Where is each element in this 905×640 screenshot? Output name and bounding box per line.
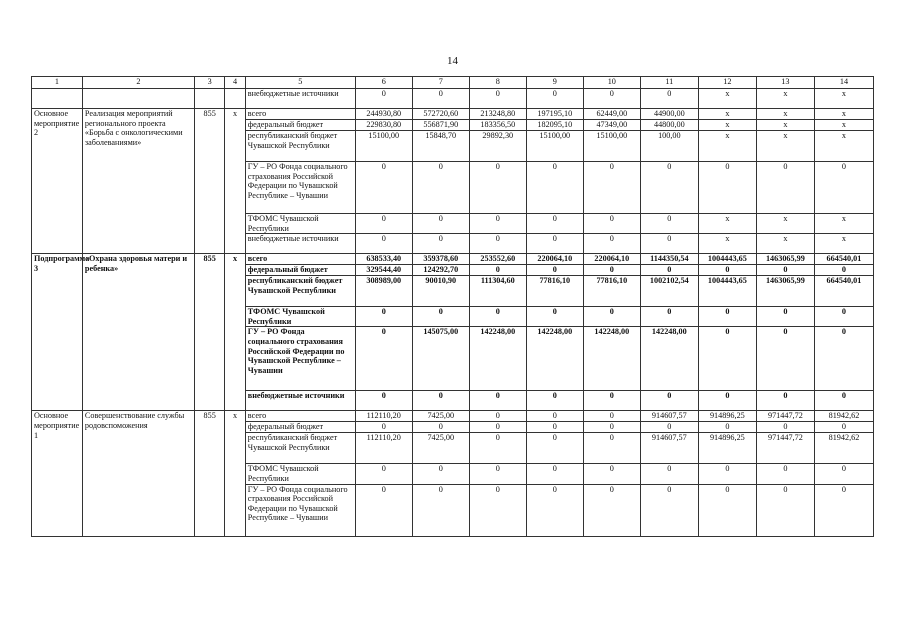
value-cell: 1004443,65	[698, 276, 756, 307]
value-cell: 0	[355, 464, 412, 484]
value-cell: 62449,00	[583, 109, 640, 120]
value-cell: 0	[412, 422, 469, 433]
funding-source-cell: республиканский бюджет Чувашской Республики	[245, 276, 355, 307]
value-cell: 29892,30	[469, 131, 526, 162]
value-cell: 0	[355, 307, 412, 327]
code-cell: 855	[194, 109, 225, 254]
value-cell: 0	[583, 234, 640, 254]
value-cell: x	[698, 234, 756, 254]
header-cell: 4	[225, 77, 245, 89]
value-cell: 0	[756, 391, 814, 411]
value-cell: 0	[814, 162, 873, 214]
value-cell: x	[756, 131, 814, 162]
value-cell: 124292,70	[412, 265, 469, 276]
value-cell: 0	[355, 89, 412, 109]
value-cell: 0	[640, 464, 698, 484]
funding-source-cell: федеральный бюджет	[245, 265, 355, 276]
value-cell: 0	[469, 464, 526, 484]
value-cell: 111304,60	[469, 276, 526, 307]
value-cell: 664540,01	[814, 276, 873, 307]
value-cell: 142248,00	[526, 327, 583, 391]
value-cell: 15100,00	[355, 131, 412, 162]
value-cell: 0	[756, 327, 814, 391]
value-cell: 0	[583, 433, 640, 464]
page-number: 14	[447, 55, 458, 67]
value-cell: 0	[526, 484, 583, 536]
value-cell: 0	[526, 265, 583, 276]
value-cell: 556871,90	[412, 120, 469, 131]
value-cell: 0	[526, 234, 583, 254]
value-cell: 914607,57	[640, 411, 698, 422]
item-type-cell: Основное мероприятие 2	[32, 109, 83, 254]
header-cell: 2	[82, 77, 194, 89]
header-cell: 5	[245, 77, 355, 89]
value-cell: x	[814, 120, 873, 131]
value-cell: 0	[412, 464, 469, 484]
code-cell: 855	[194, 411, 225, 536]
value-cell: 0	[469, 484, 526, 536]
value-cell: 971447,72	[756, 433, 814, 464]
value-cell: 0	[469, 265, 526, 276]
value-cell: 914896,25	[698, 411, 756, 422]
value-cell: 0	[469, 433, 526, 464]
value-cell: 914896,25	[698, 433, 756, 464]
value-cell: 0	[756, 265, 814, 276]
value-cell: 0	[814, 391, 873, 411]
value-cell: 15848,70	[412, 131, 469, 162]
value-cell: 0	[526, 307, 583, 327]
funding-source-cell: республиканский бюджет Чувашской Республики	[245, 433, 355, 464]
value-cell: x	[814, 109, 873, 120]
value-cell: 0	[814, 422, 873, 433]
value-cell: 638533,40	[355, 254, 412, 265]
value-cell: 0	[526, 422, 583, 433]
table-header-row	[32, 77, 874, 89]
header-cell: 3	[194, 77, 225, 89]
funding-source-cell: ТФОМС Чувашской Республики	[245, 214, 355, 234]
value-cell: 0	[814, 327, 873, 391]
value-cell: 0	[698, 422, 756, 433]
value-cell: 0	[355, 327, 412, 391]
value-cell: 0	[526, 464, 583, 484]
header-cell: 6	[355, 77, 412, 89]
value-cell: 44800,00	[640, 120, 698, 131]
value-cell: 0	[640, 265, 698, 276]
value-cell: 0	[412, 391, 469, 411]
value-cell: 220064,10	[583, 254, 640, 265]
value-cell: 183356,50	[469, 120, 526, 131]
value-cell: 0	[698, 162, 756, 214]
value-cell: 0	[640, 162, 698, 214]
value-cell: 0	[412, 307, 469, 327]
funding-source-cell: ГУ – РО Фонда социального страхования Российской Федерации по Чувашской Республике – Чувашии	[245, 327, 355, 391]
value-cell: x	[814, 131, 873, 162]
value-cell: 213248,80	[469, 109, 526, 120]
value-cell: 0	[640, 422, 698, 433]
value-cell: 0	[526, 411, 583, 422]
value-cell: 90010,90	[412, 276, 469, 307]
item-name-cell	[82, 89, 194, 109]
funding-source-cell: республиканский бюджет Чувашской Республики	[245, 131, 355, 162]
value-cell: 0	[583, 391, 640, 411]
value-cell: 142248,00	[583, 327, 640, 391]
code-cell	[194, 89, 225, 109]
value-cell: 0	[355, 234, 412, 254]
value-cell: 0	[355, 422, 412, 433]
funding-source-cell: ТФОМС Чувашской Республики	[245, 307, 355, 327]
value-cell: 1004443,65	[698, 254, 756, 265]
value-cell: 81942,62	[814, 411, 873, 422]
value-cell: 0	[640, 214, 698, 234]
value-cell: x	[698, 131, 756, 162]
value-cell: 359378,60	[412, 254, 469, 265]
value-cell: 0	[814, 484, 873, 536]
value-cell: 0	[526, 89, 583, 109]
funding-source-cell: внебюджетные источники	[245, 89, 355, 109]
value-cell: 0	[355, 162, 412, 214]
value-cell: 0	[469, 307, 526, 327]
value-cell: 0	[526, 433, 583, 464]
value-cell: 47349,00	[583, 120, 640, 131]
funding-source-cell: федеральный бюджет	[245, 120, 355, 131]
value-cell: 0	[640, 484, 698, 536]
value-cell: 0	[469, 89, 526, 109]
item-name-cell: Совершенствование службы родовспоможения	[82, 411, 194, 536]
value-cell: 7425,00	[412, 433, 469, 464]
value-cell: x	[814, 214, 873, 234]
value-cell: 0	[583, 307, 640, 327]
item-name-cell: «Охрана здоровья матери и ребенка»	[82, 254, 194, 411]
value-cell: x	[756, 109, 814, 120]
table-row	[32, 109, 874, 120]
value-cell: 15100,00	[583, 131, 640, 162]
funding-source-cell: внебюджетные источники	[245, 391, 355, 411]
value-cell: 0	[756, 307, 814, 327]
mark-cell: x	[225, 411, 245, 536]
value-cell: 0	[355, 484, 412, 536]
value-cell: 0	[756, 162, 814, 214]
item-type-cell: Подпрограмма 3	[32, 254, 83, 411]
value-cell: 0	[814, 265, 873, 276]
value-cell: 329544,40	[355, 265, 412, 276]
table-row	[32, 254, 874, 265]
value-cell: 0	[412, 484, 469, 536]
value-cell: x	[756, 214, 814, 234]
table-row	[32, 89, 874, 109]
funding-source-cell: ГУ – РО Фонда социального страхования Российской Федерации по Чувашской Республике – Чувашии	[245, 162, 355, 214]
value-cell: 1144350,54	[640, 254, 698, 265]
value-cell: 0	[756, 484, 814, 536]
value-cell: 7425,00	[412, 411, 469, 422]
value-cell: 308989,00	[355, 276, 412, 307]
value-cell: 142248,00	[469, 327, 526, 391]
value-cell: 15100,00	[526, 131, 583, 162]
value-cell: 0	[469, 411, 526, 422]
value-cell: x	[698, 214, 756, 234]
value-cell: x	[756, 120, 814, 131]
value-cell: 0	[640, 89, 698, 109]
value-cell: 0	[640, 234, 698, 254]
funding-source-cell: внебюджетные источники	[245, 234, 355, 254]
value-cell: 0	[756, 422, 814, 433]
value-cell: x	[814, 234, 873, 254]
header-cell: 7	[412, 77, 469, 89]
item-type-cell: Основное мероприятие 1	[32, 411, 83, 536]
value-cell: 0	[698, 327, 756, 391]
value-cell: 81942,62	[814, 433, 873, 464]
value-cell: 0	[412, 162, 469, 214]
value-cell: 572720,60	[412, 109, 469, 120]
value-cell: 145075,00	[412, 327, 469, 391]
value-cell: 77816,10	[526, 276, 583, 307]
value-cell: 0	[526, 391, 583, 411]
value-cell: 197195,10	[526, 109, 583, 120]
value-cell: 100,00	[640, 131, 698, 162]
value-cell: 0	[640, 307, 698, 327]
value-cell: 0	[814, 307, 873, 327]
header-cell: 14	[814, 77, 873, 89]
value-cell: 0	[698, 265, 756, 276]
mark-cell: x	[225, 254, 245, 411]
header-cell: 11	[640, 77, 698, 89]
value-cell: 0	[412, 234, 469, 254]
value-cell: 0	[583, 265, 640, 276]
value-cell: 1463065,99	[756, 276, 814, 307]
value-cell: x	[814, 89, 873, 109]
item-name-cell: Реализация мероприятий регионального проекта «Борьба с онкологическими заболеваниями»	[82, 109, 194, 254]
value-cell: 914607,57	[640, 433, 698, 464]
value-cell: 0	[526, 162, 583, 214]
value-cell: 0	[698, 484, 756, 536]
mark-cell: x	[225, 109, 245, 254]
value-cell: 0	[583, 162, 640, 214]
budget-table	[31, 76, 874, 537]
header-cell: 9	[526, 77, 583, 89]
value-cell: 0	[526, 214, 583, 234]
value-cell: 142248,00	[640, 327, 698, 391]
value-cell: x	[698, 89, 756, 109]
value-cell: 1002102,54	[640, 276, 698, 307]
funding-source-cell: всего	[245, 411, 355, 422]
funding-source-cell: всего	[245, 109, 355, 120]
value-cell: x	[756, 234, 814, 254]
value-cell: 0	[583, 484, 640, 536]
funding-source-cell: ГУ – РО Фонда социального страхования Российской Федерации по Чувашской Республике – Чувашии	[245, 484, 355, 536]
value-cell: 971447,72	[756, 411, 814, 422]
value-cell: 0	[583, 464, 640, 484]
value-cell: 664540,01	[814, 254, 873, 265]
value-cell: 0	[583, 89, 640, 109]
value-cell: 0	[412, 214, 469, 234]
funding-source-cell: всего	[245, 254, 355, 265]
value-cell: 112110,20	[355, 433, 412, 464]
header-cell: 12	[698, 77, 756, 89]
value-cell: 0	[698, 307, 756, 327]
value-cell: 0	[469, 422, 526, 433]
value-cell: 0	[814, 464, 873, 484]
value-cell: x	[756, 89, 814, 109]
mark-cell	[225, 89, 245, 109]
value-cell: 0	[583, 422, 640, 433]
value-cell: 229830,80	[355, 120, 412, 131]
header-cell: 1	[32, 77, 83, 89]
value-cell: 0	[469, 234, 526, 254]
value-cell: 0	[698, 391, 756, 411]
value-cell: 0	[756, 464, 814, 484]
header-cell: 10	[583, 77, 640, 89]
value-cell: 0	[469, 162, 526, 214]
value-cell: 44900,00	[640, 109, 698, 120]
value-cell: 77816,10	[583, 276, 640, 307]
code-cell: 855	[194, 254, 225, 411]
item-type-cell	[32, 89, 83, 109]
value-cell: 253552,60	[469, 254, 526, 265]
value-cell: 0	[469, 214, 526, 234]
value-cell: 182095,10	[526, 120, 583, 131]
funding-source-cell: федеральный бюджет	[245, 422, 355, 433]
value-cell: 0	[355, 391, 412, 411]
value-cell: 220064,10	[526, 254, 583, 265]
value-cell: x	[698, 109, 756, 120]
value-cell: 0	[355, 214, 412, 234]
value-cell: 0	[469, 391, 526, 411]
value-cell: 0	[583, 214, 640, 234]
value-cell: 244930,80	[355, 109, 412, 120]
value-cell: x	[698, 120, 756, 131]
value-cell: 1463065,99	[756, 254, 814, 265]
value-cell: 112110,20	[355, 411, 412, 422]
value-cell: 0	[583, 411, 640, 422]
header-cell: 13	[756, 77, 814, 89]
funding-source-cell: ТФОМС Чувашской Республики	[245, 464, 355, 484]
value-cell: 0	[640, 391, 698, 411]
value-cell: 0	[412, 89, 469, 109]
table-row	[32, 411, 874, 422]
value-cell: 0	[698, 464, 756, 484]
header-cell: 8	[469, 77, 526, 89]
